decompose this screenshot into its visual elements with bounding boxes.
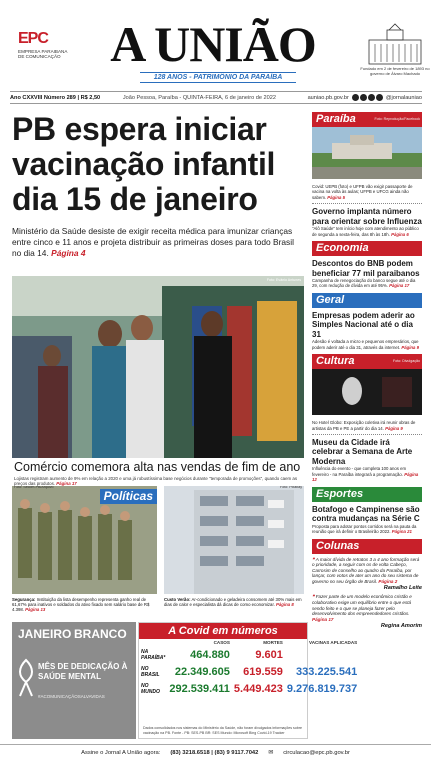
twitter-icon[interactable] (368, 94, 375, 101)
simples-page[interactable]: Página 9 (401, 344, 420, 350)
covid-table-header (139, 639, 359, 646)
quote-icon: ❝ (312, 556, 316, 562)
subscription-footer (0, 744, 431, 760)
botafogo-headline[interactable]: Botafogo e Campinense são contra mudanças na Série C (312, 504, 420, 524)
paraiba-photo-credit: Foto: Reprodução/Facebook (374, 117, 420, 121)
museu-page[interactable]: Página 12 (312, 471, 419, 483)
custo-verao-caption: Custo Verão: Ar-condicionado e geladeira consomem até 30% mais em dias de calor e especialista dá dicas de como economizar. Página 8 (164, 597, 302, 608)
covid-passport-text: Covid: UEPB (foto) e UFPB vão exigir passaporte de vacina na volta às aulas; UFPB e UFCG ainda não sabem. Página 5 (312, 184, 413, 200)
edition-bar (10, 91, 422, 104)
botafogo-page[interactable]: Página 21 (391, 529, 412, 535)
covid-numbers-box (138, 622, 358, 739)
ad-message: MÊS DE DEDICAÇÃO À SAÚDE MENTAL (38, 662, 128, 681)
hotel-globo-page[interactable]: Página 9 (385, 425, 403, 431)
quote-1-author: Ramalho Leite (383, 585, 422, 592)
social-icons (352, 94, 383, 101)
main-photo-subcaption (14, 476, 304, 486)
covid-table (139, 639, 359, 697)
section-politicas-label[interactable]: Políticas (100, 489, 157, 504)
subscribe-label: Assine o Jornal A União agora: (81, 749, 161, 756)
custo-verao-label: Custo Verão: (164, 597, 191, 602)
museu-text: Influência do evento - que completa 100 anos em fevereiro - na Paraíba integrará a programação. Página 12 (312, 466, 419, 483)
politicas-caption: Segurança: Instituição da lista desempenho representa ganho real de 61,67% para inativos e soldados do ativo fixado sem salário base de R$ 4.398. Página 13 (12, 597, 150, 613)
hotel-globo-text: No Hotel Globo: Exposição coletiva irá reunir obras de artistas da PB e PE a partir do dia 14. Página 9 (312, 420, 416, 431)
website-link[interactable]: auniao.pb.gov.br (307, 94, 349, 101)
table-row: NO MUNDO 292.539.411 5.449.423 9.276.819.737 (141, 683, 358, 695)
main-photo-page-ref[interactable]: Página 17 (56, 481, 77, 486)
column-quote-1: ❝ A maior dívida de retratos 3 a 4 ano formação será o prioridade, a seguir com os de volta Cabeço, Carrosim de conselho ao quadro da Paraíba, por lançar, com votos de ater um ano do seu sistema de governo no seu órgão de Brasil. Página 2 (312, 556, 420, 584)
location-date: João Pessoa, Paraíba - QUINTA-FEIRA, 6 de janeiro de 2022 (122, 94, 276, 101)
main-photo-caption[interactable]: Comércio comemora alta nas vendas de fim de ano (14, 460, 301, 474)
janeiro-branco-ad[interactable] (12, 622, 136, 739)
covid-passport-page[interactable]: Página 5 (327, 194, 345, 200)
subscribe-phones[interactable]: (83) 3218.6518 | (83) 9 9117.7042 (170, 749, 259, 756)
main-headline[interactable]: PB espera iniciar vacinação infantil dia 15 de janeiro (12, 111, 276, 217)
section-cultura[interactable] (312, 354, 422, 369)
newspaper-title: A UNIÃO (110, 16, 316, 72)
apartment-photo (164, 486, 304, 594)
section-economia-label: Economia (316, 242, 369, 255)
subscribe-email[interactable]: circulacao@epc.pb.gov.br (283, 749, 350, 756)
politicas-page[interactable]: Página 13 (25, 607, 46, 613)
main-photo-subcaption-text: Lojistas registram aumento de 9% em relação a 2020 e uma já robustíssima base negócios durante "temporada de promoções", quando caem as preços das produtos. (14, 476, 298, 486)
table-row: NA PARAÍBA* 464.880 9.601 (141, 649, 283, 661)
col-mortes: MORTES (263, 640, 283, 645)
cultura-photo (312, 369, 422, 415)
section-esportes-label: Esportes (316, 487, 364, 500)
gov-influenza-headline[interactable]: Governo implanta número para orientar sobre Influenza (312, 207, 422, 226)
main-photo (12, 276, 304, 458)
covid-title: A Covid em números (139, 623, 307, 639)
simples-text: Adesão é voltada a micro e pequenos empresários, que podem aderir até o dia 31, através da internet. Página 9 (312, 339, 420, 350)
cultura-photo-credit: Foto: Divulgação (393, 359, 420, 364)
right-column (312, 112, 422, 629)
quote-2-page[interactable]: Página 17 (312, 616, 334, 622)
section-colunas-label: Colunas (316, 539, 360, 552)
ad-word-1: JANEIRO (18, 627, 72, 641)
gov-influenza-text: "Alô Saúde" tem início hoje com atendimento ao público de segunda a sexta-feira, das 8h às 18h. Página 6 (312, 226, 419, 237)
section-esportes[interactable] (312, 487, 422, 502)
epc-logo-text: EPC (18, 30, 48, 47)
section-paraiba-label: Paraíba (316, 113, 356, 125)
youtube-icon[interactable] (376, 94, 383, 101)
custo-verao-page[interactable]: Página 8 (276, 602, 294, 608)
museu-headline[interactable]: Museu da Cidade irá celebrar a Semana de Arte Moderna (312, 437, 413, 466)
botafogo-text: Proposta para adotar pontos corridos será na pauta da reunião que irá definir o Brasileirão 2022. Página 21 (312, 523, 417, 535)
apartment-photo-credit: Foto: Pixabay (280, 486, 302, 489)
gov-influenza-page[interactable]: Página 6 (391, 231, 409, 237)
section-cultura-label: Cultura (316, 355, 355, 368)
section-paraiba[interactable] (312, 112, 422, 127)
quote-icon: ❝ (312, 594, 316, 600)
section-economia[interactable] (312, 241, 422, 256)
shopping-photo-illustration (12, 276, 304, 458)
simples-headline[interactable]: Empresas podem aderir ao Simples Nacional até o dia 31 (312, 310, 415, 339)
bnb-text: Campanha de renegociação do banco segue até o dia 29, com redução de dívida em até 95%. Página 17 (312, 278, 416, 289)
building-illustration (367, 22, 423, 66)
apartment-illustration (164, 486, 304, 594)
email-icon: ✉ (268, 749, 274, 756)
ad-hashtag: #ACOMUNICAÇÃOSALVAVIDAS (38, 694, 105, 699)
col-casos: CASOS (213, 640, 230, 645)
ribbon-icon (16, 658, 36, 698)
newspaper-tagline: 128 ANOS - PATRIMÔNIO DA PARAÍBA (140, 72, 296, 83)
col-vacinas: VACINAS APLICADAS (308, 640, 358, 645)
deck-text: Ministério da Saúde desiste de exigir receita médica para imunizar crianças entre cinco e 11 anos e projeta distribuir as primeiras doses para todo Brasil no dia 14. (12, 226, 294, 258)
section-geral-label: Geral (316, 293, 345, 306)
bnb-headline[interactable]: Descontos do BNB podem beneficiar 77 mil paraibanos (312, 259, 420, 278)
section-geral[interactable] (312, 293, 422, 308)
university-photo (312, 127, 422, 179)
table-row: NO BRASIL 22.349.605 619.559 333.225.541 (141, 666, 358, 678)
building-caption: Fundado em 2 de fevereiro de 1893 no governo de Álvaro Machado (360, 66, 430, 76)
column-quote-2: ❝ Fazer parte de um modelo econômico cristão e colaborativo exige um equilíbrio entre o que está sendo feito e o que se planeja fazer pelo desenvolvimento dos empreendedores cristãos. Página 17 (312, 594, 412, 622)
epc-logo-subtitle: EMPRESA PARAIBANA DE COMUNICAÇÃO (18, 49, 68, 59)
politicas-photo (12, 486, 157, 594)
deck-page-ref[interactable]: Página 4 (51, 248, 86, 258)
politicas-photo-credit: Foto: Secom-PB/Arquivo (14, 486, 54, 489)
politicas-caption-label: Segurança: (12, 597, 36, 602)
main-photo-credit: Foto: Evânio Antunes (266, 278, 301, 282)
headline-deck (12, 226, 304, 259)
facebook-icon[interactable] (352, 94, 359, 101)
epc-logo[interactable] (18, 30, 72, 59)
ad-word-2: BRANCO (74, 627, 127, 641)
bnb-page[interactable]: Página 17 (389, 283, 410, 289)
masthead (0, 0, 431, 90)
quote-2-author: Regina Amorim (380, 623, 422, 630)
edition-info: Ano CXXVIII Número 289 | R$ 2,50 (10, 94, 101, 101)
section-colunas[interactable] (312, 539, 422, 554)
instagram-icon[interactable] (360, 94, 367, 101)
social-handle[interactable]: @jornalauniao (385, 94, 422, 101)
covid-source-note: Dados consolidados nos sistemas do Ministério da Saúde, não foram divulgados informações sobre vacinação na PB. Fonte - PB: SES-PB BR: SES Mundo: Microsoft Bing Covid-19 Tracker (143, 726, 303, 735)
quote-1-page[interactable]: Página 2 (378, 578, 398, 584)
